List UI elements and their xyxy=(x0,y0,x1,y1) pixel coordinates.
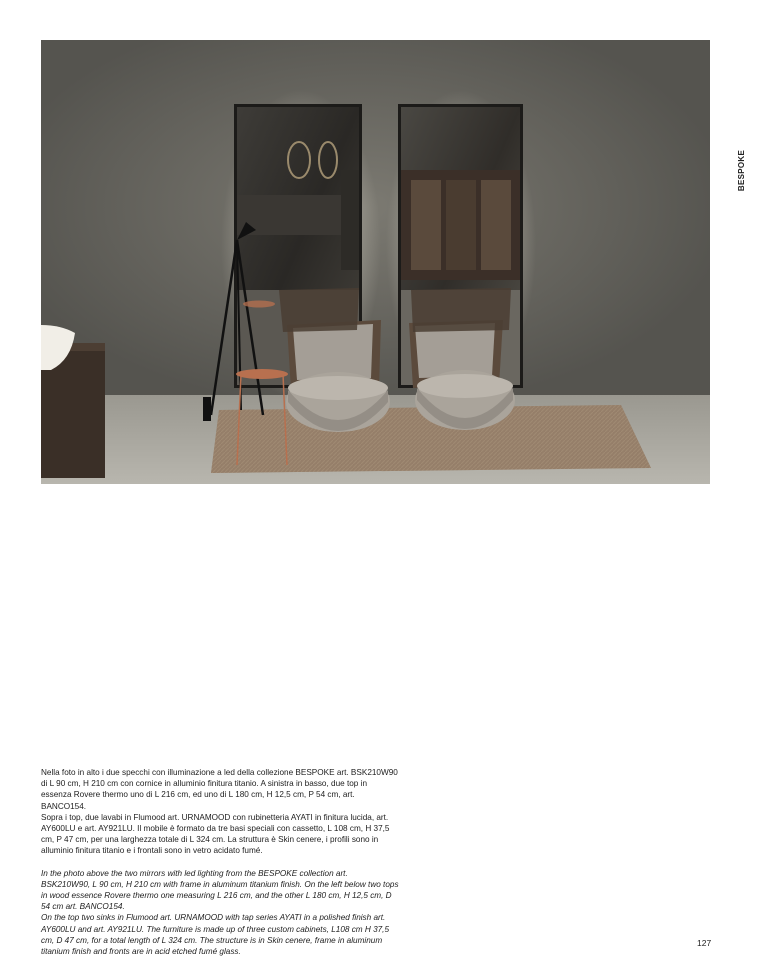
page-number: 127 xyxy=(697,938,712,948)
caption-spacer xyxy=(41,857,399,868)
caption-en-paragraph-2: On the top two sinks in Flumood art. URNAMOOD with tap series AYATI in a polished finish art. AY600LU and art. AY921LU. The furniture is made up of three custom cabinets, L108 cm H 37,5 cm, D 47 cm, for a total length of L 324 cm. The structure is in Skin cenere, frame in aluminum titanium finish and fronts are in acid etched fumé glass. xyxy=(41,913,390,957)
collection-side-label xyxy=(733,148,753,198)
caption-it-paragraph-2: Sopra i top, due lavabi in Flumood art. URNAMOOD con rubinetteria AYATI in finitura lucida, art. AY600LU e art. AY921LU. Il mobile è formato da tre basi speciali con cassetto, L 108 cm, H 37,5 cm, P 47 cm, per una larghezza totale di L 324 cm. La struttura è Skin cenere, i profili sono in alluminio finitura titanio e i frontali sono in vetro acidato fumé. xyxy=(41,812,390,856)
caption-en-paragraph-1: In the photo above the two mirrors with led lighting from the BESPOKE collection art. BSK210W90, L 90 cm, H 210 cm with frame in aluminum titanium finish. On the left below two tops in wood essence Rovere thermo one measuring L 216 cm, and the other L 180 cm, H 12,5 cm, D 54 cm art. BANCO154. xyxy=(41,868,399,912)
interior-photo xyxy=(41,40,710,484)
caption-it-paragraph-1: Nella foto in alto i due specchi con illuminazione a led della collezione BESPOKE art. BSK210W90 di L 90 cm, H 210 cm con cornice in alluminio finitura titanio. A sinistra in basso, due top in essenza Rovere thermo uno di L 216 cm, ed uno di L 180 cm, H 12,5 cm, P 54 cm, art. BANCO154. xyxy=(41,768,398,811)
photo-caption xyxy=(41,767,399,957)
collection-name: BESPOKE xyxy=(737,149,747,192)
